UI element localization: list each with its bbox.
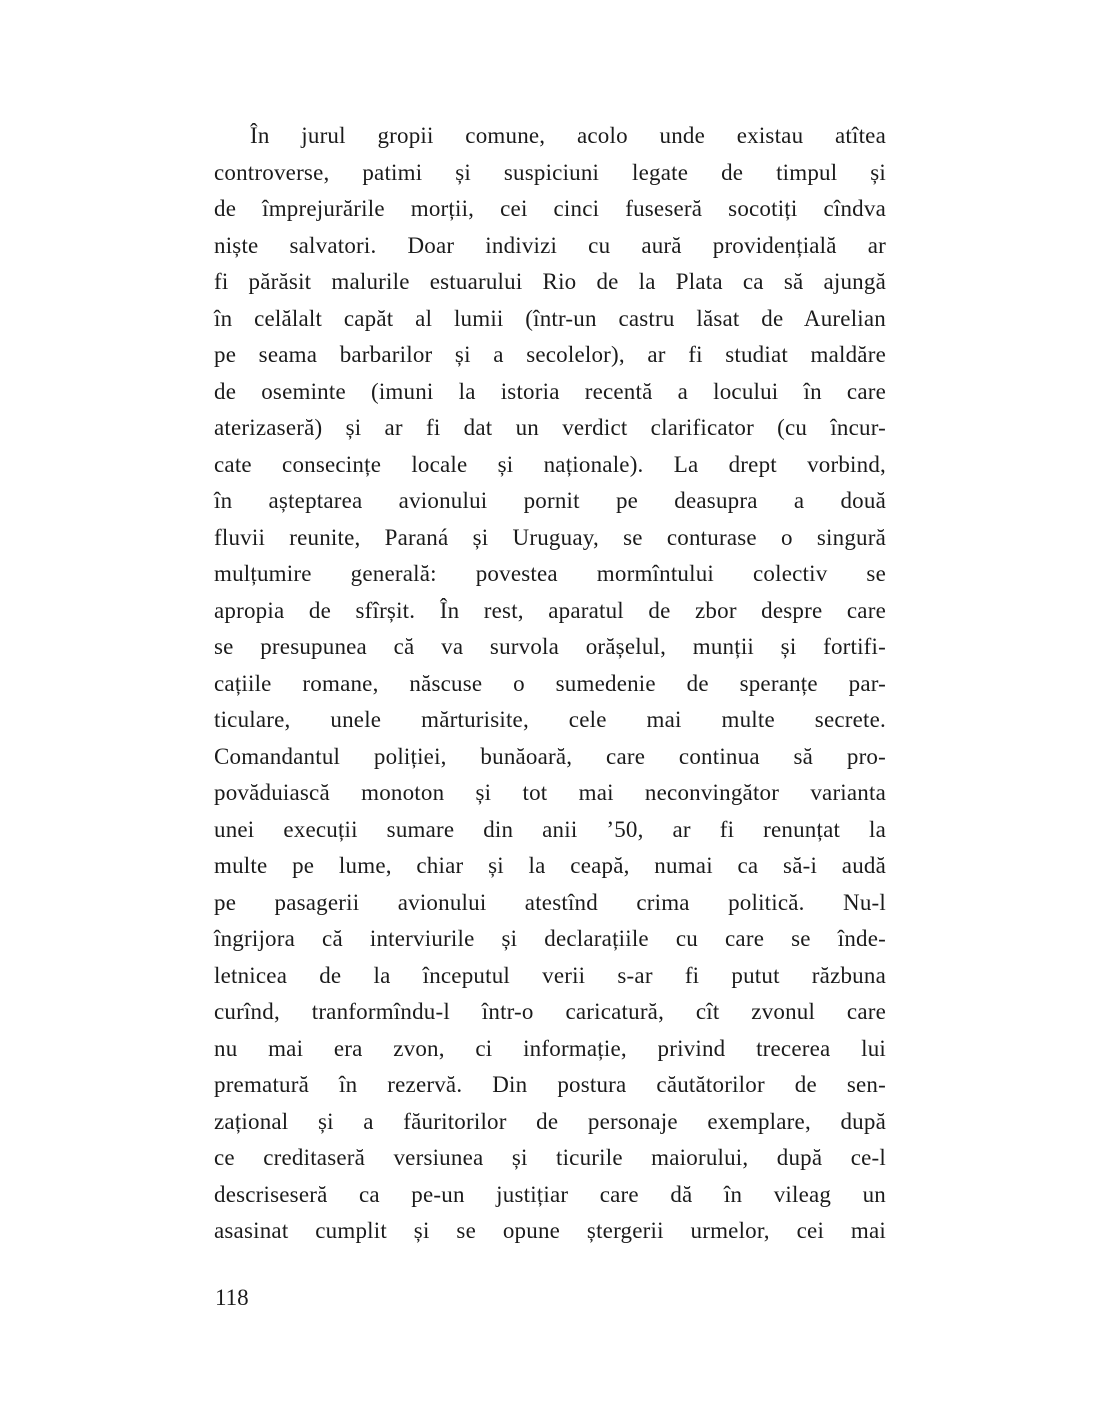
text-line: cate consecințe locale și naționale). La drept vorbind, (214, 451, 886, 477)
text-line: fluvii reunite, Paraná și Uruguay, se conturase o singură (214, 524, 886, 550)
text-line: niște salvatori. Doar indivizi cu aură providențială ar (214, 232, 886, 258)
text-line: cațiile romane, născuse o sumedenie de speranțe par- (214, 670, 886, 696)
text-line: ticulare, unele mărturisite, cele mai multe secrete. (214, 707, 886, 732)
text-line: În jurul gropii comune, acolo unde existau atîtea (250, 123, 886, 148)
text-line: povăduiască monoton și tot mai neconvingător varianta (214, 780, 886, 805)
text-line: aterizaseră) și ar fi dat un verdict clarificator (cu încur- (214, 415, 886, 440)
text-line: în așteptarea avionului pornit pe deasupra a două (214, 488, 886, 513)
text-line: zațional și a făuritorilor de personaje exemplare, după (214, 1108, 886, 1134)
text-line: îngrijora că interviurile și declarațiile cu care se înde- (214, 926, 886, 951)
text-line: letnicea de la începutul verii s-ar fi putut răzbuna (214, 962, 886, 988)
text-line: de oseminte (imuni la istoria recentă a locului în care (214, 378, 886, 404)
text-line: descriseseră ca pe-un justițiar care dă în vileag un (214, 1181, 886, 1207)
text-line: unei execuții sumare din anii ’50, ar fi renunțat la (214, 816, 886, 842)
text-line: fi părăsit malurile estuarului Rio de la Plata ca să ajungă (214, 269, 886, 294)
text-line: nu mai era zvon, ci informație, privind trecerea lui (214, 1035, 886, 1061)
text-line: curînd, tranformîndu-l într-o caricatură, cît zvonul care (214, 999, 886, 1024)
text-line: pe pasagerii avionului atestînd crima politică. Nu-l (214, 889, 886, 915)
text-line: de împrejurările morții, cei cinci fuseseră socotiți cîndva (214, 196, 886, 221)
text-line: asasinat cumplit și se opune ștergerii urmelor, cei mai (214, 1218, 886, 1243)
text-line: multe pe lume, chiar și la ceapă, numai ca să-i audă (214, 853, 886, 878)
text-line: prematură în rezervă. Din postura căutătorilor de sen- (214, 1072, 886, 1097)
text-line: mulțumire generală: povestea mormîntului colectiv se (214, 561, 886, 586)
text-line: controverse, patimi și suspiciuni legate de timpul și (214, 159, 886, 185)
text-line: pe seama barbarilor și a secolelor), ar fi studiat maldăre (214, 342, 886, 367)
text-line: se presupunea că va survola orășelul, munții și fortifi- (214, 634, 886, 659)
page-number: 118 (215, 1285, 249, 1310)
text-line: în celălalt capăt al lumii (într-un castru lăsat de Aurelian (214, 305, 886, 331)
body-paragraph (214, 118, 886, 1250)
text-line: Comandantul poliției, bunăoară, care continua să pro- (214, 743, 886, 769)
text-line: ce creditaseră versiunea și ticurile maiorului, după ce-l (214, 1145, 886, 1170)
text-line: apropia de sfîrșit. În rest, aparatul de zbor despre care (214, 597, 886, 623)
